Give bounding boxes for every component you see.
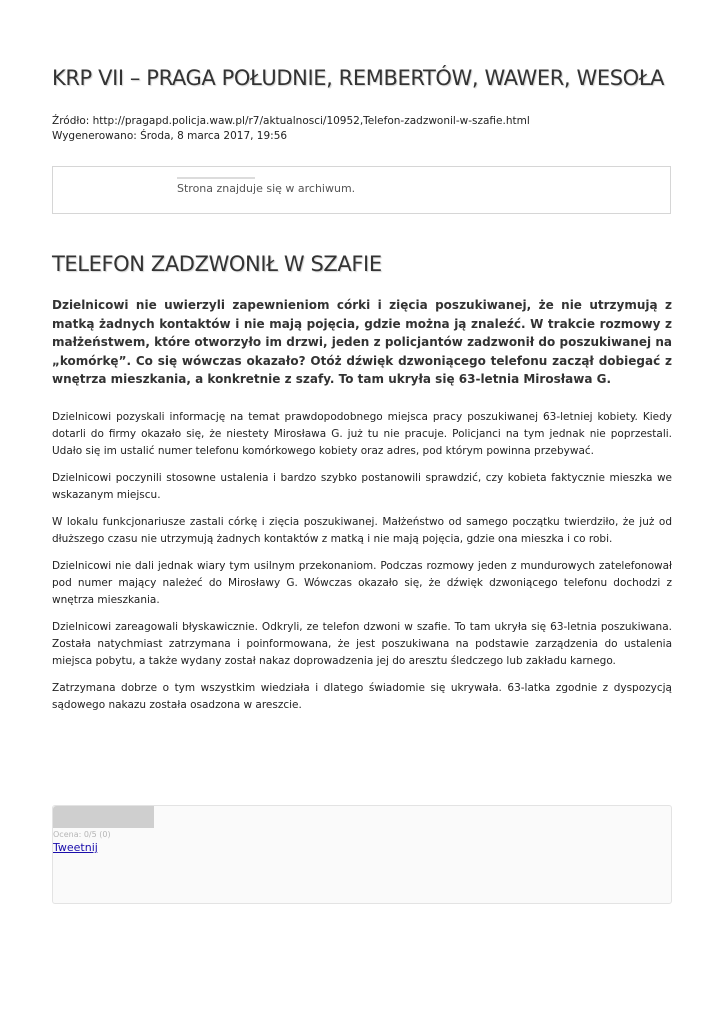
article-lead: Dzielnicowi nie uwierzyli zapewnieniom córki i zięcia poszukiwanej, że nie utrzymują z matką żadnych kontaktów i nie mają pojęcia, gdzie można ją znaleźć. W trakcie rozmowy z małżeństwem, które otworzyło im drzwi, jeden z policjantów zadzwonił do poszukiwanej na „komórkę”. Co się wówczas okazało? Otóż dźwięk dzwoniącego telefonu zaczął dobiegać z wnętrza mieszkania, a konkretnie z szafy. To tam ukryła się 63-letnia Mirosława G. xyxy=(52,298,672,386)
archive-notice-text: Strona znajduje się w archiwum. xyxy=(177,182,356,195)
article-content xyxy=(52,296,672,724)
source-url-line: Źródło: http://pragapd.policja.waw.pl/r7/aktualnosci/10952,Telefon-zadzwonil-w-szafie.html xyxy=(52,115,530,127)
site-title: KRP VII – PRAGA POŁUDNIE, REMBERTÓW, WAWER, WESOŁA xyxy=(52,66,665,90)
rating-share-box xyxy=(52,805,672,904)
article-paragraph: Zatrzymana dobrze o tym wszystkim wiedziała i dlatego świadomie się ukrywała. 63-latka zgodnie z dyspozycją sądowego nakazu została osadzona w areszcie. xyxy=(52,681,672,711)
article-paragraph: Dzielnicowi nie dali jednak wiary tym usilnym przekonaniom. Podczas rozmowy jeden z mundurowych zatelefonował pod numer mający należeć do Mirosławy G. Wówczas okazało się, że dźwięk dzwoniącego telefonu dochodzi z wnętrza mieszkania. xyxy=(52,559,672,606)
rating-stars-bar[interactable] xyxy=(53,806,154,828)
article-paragraph: Dzielnicowi poczynili stosowne ustalenia i bardzo szybko postanowili sprawdzić, czy kobieta faktycznie mieszka we wskazanym miejscu. xyxy=(52,471,672,501)
archive-notice-box xyxy=(52,166,671,214)
article-paragraph: W lokalu funkcjonariusze zastali córkę i zięcia poszukiwanej. Małżeństwo od samego początku twierdziło, że już od dłuższego czasu nie utrzymują żadnych kontaktów z matką i nie mają pojęcia, gdzie ona mieszka i co robi. xyxy=(52,515,672,545)
generated-date-line: Wygenerowano: Środa, 8 marca 2017, 19:56 xyxy=(52,130,288,142)
article-paragraph: Dzielnicowi pozyskali informację na temat prawdopodobnego miejsca pracy poszukiwanej 63-letniej kobiety. Kiedy dotarli do firmy okazało się, że niestety Mirosława G. już tu nie pracuje. Policjanci na tym jednak nie poprzestali. Udało się im ustalić numer telefonu komórkowego kobiety oraz adres, pod którym powinna przebywać. xyxy=(52,410,672,457)
archive-divider xyxy=(177,177,255,179)
article-paragraph: Dzielnicowi zareagowali błyskawicznie. Odkryli, ze telefon dzwoni w szafie. To tam ukryła się 63-letnia poszukiwana. Została natychmiast zatrzymana i poinformowana, że jest poszukiwana na podstawie zarządzenia do ustalenia miejsca pobytu, a także wydany został nakaz doprowadzenia jej do aresztu śledczego lub zakładu karnego. xyxy=(52,620,672,667)
rating-text: Ocena: 0/5 (0) xyxy=(53,830,111,839)
tweet-link[interactable]: Tweetnij xyxy=(53,841,98,854)
document-meta xyxy=(52,114,530,144)
article-title: TELEFON ZADZWONIŁ W SZAFIE xyxy=(52,252,382,276)
